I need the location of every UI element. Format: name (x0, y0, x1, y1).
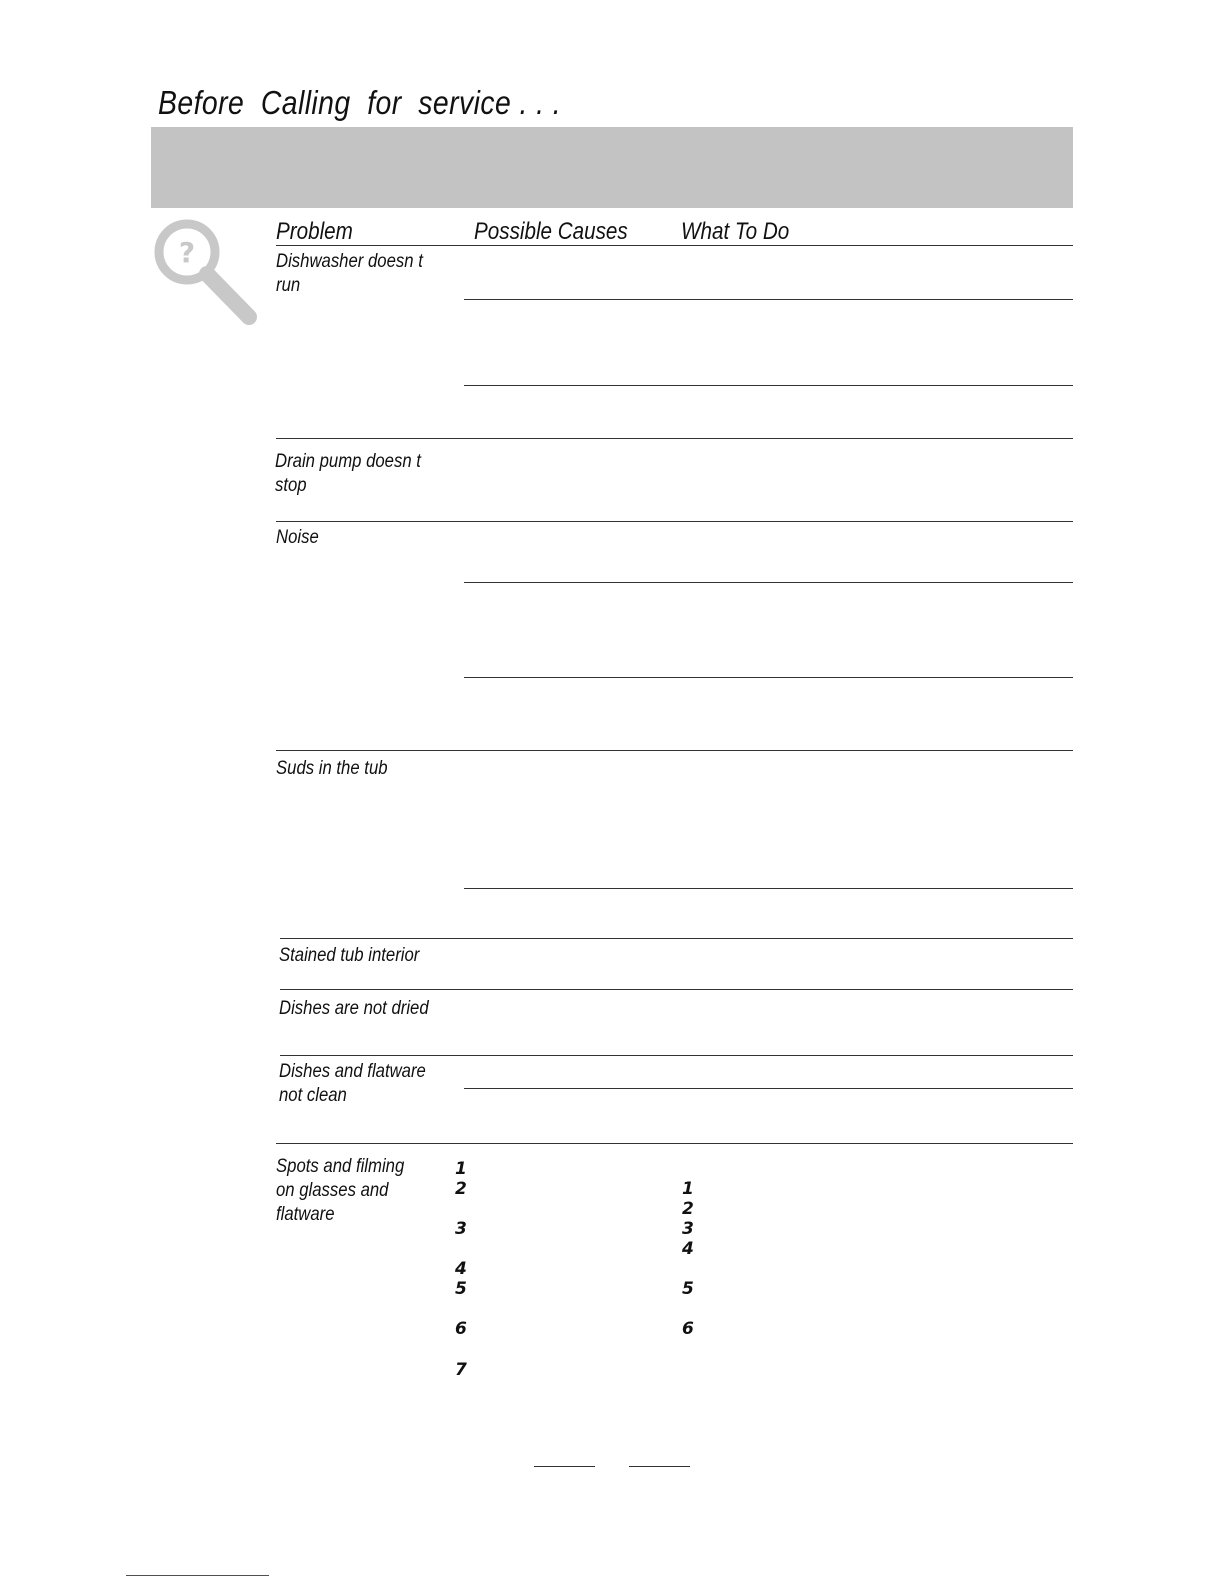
section-divider (280, 938, 1073, 939)
problem-label-dishes-flatware-not-clean: Dishes and flatware not clean (279, 1061, 426, 1106)
cause-number: 6 (455, 1319, 467, 1339)
section-divider (276, 750, 1073, 751)
cause-number: 5 (455, 1279, 467, 1299)
cause-number: 3 (455, 1219, 467, 1239)
cause-number: 2 (455, 1179, 467, 1199)
column-header-possible-causes: Possible Causes (474, 218, 628, 245)
page-title: Before Calling for service . . . (158, 84, 562, 121)
footer-rule-left (534, 1466, 595, 1467)
problem-label-dishwasher-doesnt-run: Dishwasher doesn t run (276, 251, 423, 296)
row-divider (464, 888, 1073, 889)
section-divider (276, 1143, 1073, 1144)
row-divider (464, 582, 1073, 583)
row-divider (464, 677, 1073, 678)
problem-label-stained-tub-interior: Stained tub interior (279, 945, 420, 966)
cause-number: 1 (455, 1159, 467, 1179)
todo-number: 3 (682, 1219, 694, 1239)
cause-number: 7 (455, 1360, 467, 1380)
todo-number: 6 (682, 1319, 694, 1339)
todo-number: 1 (682, 1179, 694, 1199)
header-rule (276, 245, 1073, 246)
problem-label-spots-and-filming: Spots and filming on glasses and flatware (276, 1156, 405, 1225)
todo-number: 2 (682, 1199, 694, 1219)
footer-rule-right (629, 1466, 690, 1467)
cause-number: 4 (455, 1259, 467, 1279)
problem-label-suds-in-the-tub: Suds in the tub (276, 758, 388, 779)
problem-label-noise: Noise (276, 527, 319, 548)
footer-link-underline[interactable] (126, 1575, 269, 1576)
todo-number: 4 (682, 1239, 694, 1259)
problem-label-dishes-not-dried: Dishes are not dried (279, 998, 429, 1019)
section-divider (276, 438, 1073, 439)
todo-number: 5 (682, 1279, 694, 1299)
section-divider (276, 521, 1073, 522)
svg-text:?: ? (178, 236, 196, 269)
magnifier-question-icon (151, 214, 261, 332)
column-header-problem: Problem (276, 218, 353, 245)
section-divider (280, 1055, 1073, 1056)
header-band (151, 127, 1073, 208)
row-divider (464, 385, 1073, 386)
row-divider (464, 299, 1073, 300)
section-divider (280, 989, 1073, 990)
row-divider (464, 1088, 1073, 1089)
problem-label-drain-pump-doesnt-stop: Drain pump doesn t stop (275, 451, 421, 496)
column-header-what-to-do: What To Do (681, 218, 790, 245)
